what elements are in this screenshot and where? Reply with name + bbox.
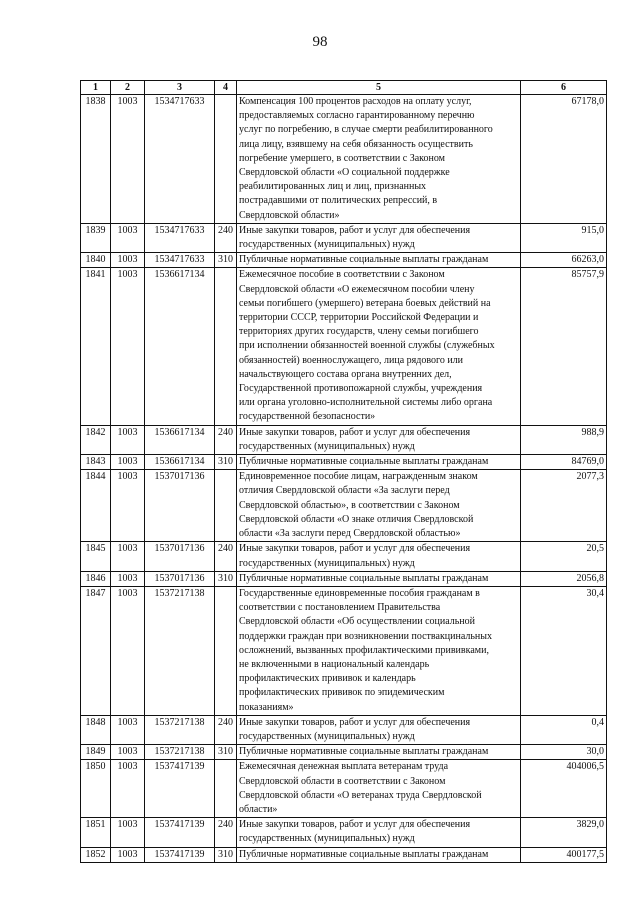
expense-type-code: 240 (215, 223, 237, 252)
description-line: Публичные нормативные социальные выплаты гражданам (239, 746, 489, 758)
description-line: реабилитированных лиц и лиц, признанных (239, 181, 427, 193)
row-number: 1841 (81, 268, 111, 425)
target-article-code: 1537217138 (145, 715, 215, 744)
description-line: государственных (муниципальных) нужд (239, 440, 415, 452)
table-row (81, 586, 607, 715)
description (237, 847, 521, 862)
description (237, 818, 521, 847)
target-article-code: 1536617134 (145, 425, 215, 454)
amount: 67178,0 (521, 95, 607, 224)
description-line: лица лицу, взявшему на себя обязанность осуществить (239, 138, 473, 150)
description-line: государственных (муниципальных) нужд (239, 557, 415, 569)
table-row (81, 455, 607, 470)
row-number: 1847 (81, 586, 111, 715)
expense-type-code (215, 95, 237, 224)
table-row (81, 760, 607, 818)
description-line: погребение умершего, в соответствии с Законом (239, 152, 446, 164)
expense-type-code: 310 (215, 571, 237, 586)
description-line: Свердловской области «О ветеранах труда Свердловской (239, 789, 482, 801)
description-line: Иные закупки товаров, работ и услуг для обеспечения (239, 716, 471, 728)
description (237, 268, 521, 425)
amount: 84769,0 (521, 455, 607, 470)
amount: 2077,3 (521, 470, 607, 542)
table-row (81, 470, 607, 542)
header-col-4: 4 (215, 81, 237, 95)
table-row (81, 847, 607, 862)
amount: 2056,8 (521, 571, 607, 586)
table-row (81, 268, 607, 425)
expense-type-code: 310 (215, 847, 237, 862)
table-row (81, 715, 607, 744)
description-line: семьи погибшего (умершего) ветерана боевых действий на (239, 297, 491, 309)
description-line: отличия Свердловской области «За заслуги перед (239, 485, 450, 497)
expense-type-code: 310 (215, 253, 237, 268)
target-article-code: 1537217138 (145, 586, 215, 715)
description-line: при исполнении обязанностей военной службы (служебных (239, 340, 495, 352)
section-code: 1003 (111, 268, 145, 425)
description (237, 455, 521, 470)
description-line: государственной безопасности» (239, 411, 376, 423)
row-number: 1840 (81, 253, 111, 268)
target-article-code: 1537417139 (145, 760, 215, 818)
section-code: 1003 (111, 470, 145, 542)
section-code: 1003 (111, 223, 145, 252)
section-code: 1003 (111, 253, 145, 268)
table-row (81, 425, 607, 454)
description-line: области» (239, 803, 278, 815)
description-line: предоставляемых согласно гарантированному перечню (239, 110, 475, 122)
row-number: 1850 (81, 760, 111, 818)
description (237, 571, 521, 586)
description-line: поддержки граждан при возникновении поствакцинальных (239, 630, 492, 642)
description-line: Ежемесячное пособие в соответствии с Законом (239, 269, 445, 281)
description-line: Публичные нормативные социальные выплаты гражданам (239, 254, 489, 266)
description-line: Государственные единовременные пособия гражданам в (239, 587, 480, 599)
section-code: 1003 (111, 425, 145, 454)
description (237, 745, 521, 760)
table-row (81, 542, 607, 571)
table-row (81, 745, 607, 760)
description-line: Свердловской области «О социальной поддержке (239, 167, 450, 179)
section-code: 1003 (111, 745, 145, 760)
target-article-code: 1537017136 (145, 470, 215, 542)
description-line: Свердловской области «Об осуществлении социальной (239, 616, 476, 628)
expense-type-code: 240 (215, 542, 237, 571)
description-line: Свердловской области» (239, 209, 340, 221)
description-line: государственных (муниципальных) нужд (239, 239, 415, 251)
target-article-code: 1537217138 (145, 745, 215, 760)
table-row (81, 95, 607, 224)
amount: 30,0 (521, 745, 607, 760)
expense-type-code: 240 (215, 818, 237, 847)
description-line: Ежемесячная денежная выплата ветеранам труда (239, 761, 449, 773)
description-line: пострадавшими от политических репрессий, в (239, 195, 438, 207)
amount: 20,5 (521, 542, 607, 571)
section-code: 1003 (111, 818, 145, 847)
description-line: Свердловской области «О знаке отличия Свердловской (239, 513, 474, 525)
description-line: Иные закупки товаров, работ и услуг для обеспечения (239, 819, 471, 831)
expense-type-code (215, 586, 237, 715)
row-number: 1844 (81, 470, 111, 542)
target-article-code: 1534717633 (145, 223, 215, 252)
description-line: соответствии с постановлением Правительства (239, 602, 441, 614)
section-code: 1003 (111, 95, 145, 224)
amount: 3829,0 (521, 818, 607, 847)
section-code: 1003 (111, 542, 145, 571)
header-col-3: 3 (145, 81, 215, 95)
target-article-code: 1537017136 (145, 571, 215, 586)
description (237, 542, 521, 571)
expense-type-code: 240 (215, 425, 237, 454)
expense-type-code: 310 (215, 455, 237, 470)
expense-type-code (215, 470, 237, 542)
section-code: 1003 (111, 586, 145, 715)
row-number: 1846 (81, 571, 111, 586)
description-line: Иные закупки товаров, работ и услуг для обеспечения (239, 426, 471, 438)
target-article-code: 1536617134 (145, 455, 215, 470)
description (237, 715, 521, 744)
row-number: 1843 (81, 455, 111, 470)
description-line: услуг по погребению, в случае смерти реабилитированного (239, 124, 493, 136)
description (237, 425, 521, 454)
description (237, 760, 521, 818)
target-article-code: 1537417139 (145, 818, 215, 847)
description-line: или органа уголовно-исполнительной системы либо органа (239, 397, 493, 409)
row-number: 1839 (81, 223, 111, 252)
section-code: 1003 (111, 455, 145, 470)
section-code: 1003 (111, 571, 145, 586)
description-line: профилактических прививок и календарь (239, 673, 416, 685)
amount: 30,4 (521, 586, 607, 715)
description-line: Свердловской областью», в соответствии с Законом (239, 499, 460, 511)
amount: 915,0 (521, 223, 607, 252)
row-number: 1842 (81, 425, 111, 454)
description (237, 253, 521, 268)
description-line: области «За заслуги перед Свердловской областью» (239, 528, 461, 540)
budget-table (80, 80, 607, 863)
description-line: Компенсация 100 процентов расходов на оплату услуг, (239, 96, 472, 107)
section-code: 1003 (111, 760, 145, 818)
description-line: государственных (муниципальных) нужд (239, 730, 415, 742)
description-line: Публичные нормативные социальные выплаты гражданам (239, 572, 489, 584)
row-number: 1845 (81, 542, 111, 571)
description-line: Единовременное пособие лицам, награжденным знаком (239, 471, 478, 483)
description-line: начальствующего состава органа внутренних дел, (239, 368, 452, 380)
header-col-5: 5 (237, 81, 521, 95)
target-article-code: 1537417139 (145, 847, 215, 862)
description (237, 586, 521, 715)
row-number: 1851 (81, 818, 111, 847)
section-code: 1003 (111, 847, 145, 862)
description-line: Свердловской области в соответствии с Законом (239, 775, 446, 787)
description-line: обязанностей) военнослужащего, лица рядового или (239, 354, 464, 366)
header-col-1: 1 (81, 81, 111, 95)
description-line: Иные закупки товаров, работ и услуг для обеспечения (239, 224, 471, 236)
description-line: профилактических прививок по эпидемическим (239, 687, 445, 699)
expense-type-code: 240 (215, 715, 237, 744)
table-row (81, 571, 607, 586)
row-number: 1852 (81, 847, 111, 862)
description-line: не включенными в национальный календарь (239, 658, 430, 670)
description-line: Иные закупки товаров, работ и услуг для обеспечения (239, 543, 471, 555)
expense-type-code: 310 (215, 745, 237, 760)
row-number: 1838 (81, 95, 111, 224)
row-number: 1848 (81, 715, 111, 744)
description-line: показаниям» (239, 701, 294, 713)
description-line: Публичные нормативные социальные выплаты гражданам (239, 456, 489, 468)
amount: 66263,0 (521, 253, 607, 268)
amount: 400177,5 (521, 847, 607, 862)
expense-type-code (215, 268, 237, 425)
amount: 404006,5 (521, 760, 607, 818)
section-code: 1003 (111, 715, 145, 744)
description (237, 95, 521, 224)
amount: 85757,9 (521, 268, 607, 425)
page-number: 98 (312, 34, 328, 50)
table-row (81, 818, 607, 847)
table-header-row (81, 81, 607, 95)
description-line: территории СССР, территории Российской Федерации и (239, 312, 479, 324)
amount: 988,9 (521, 425, 607, 454)
description-line: территориях других государств, члену семьи погибшего (239, 326, 479, 338)
row-number: 1849 (81, 745, 111, 760)
description-line: государственных (муниципальных) нужд (239, 833, 415, 845)
target-article-code: 1536617134 (145, 268, 215, 425)
expense-type-code (215, 760, 237, 818)
header-col-2: 2 (111, 81, 145, 95)
description-line: Свердловской области «О ежемесячном пособии члену (239, 283, 475, 295)
description (237, 470, 521, 542)
target-article-code: 1537017136 (145, 542, 215, 571)
table-row (81, 223, 607, 252)
description-line: Публичные нормативные социальные выплаты гражданам (239, 848, 489, 860)
description (237, 223, 521, 252)
table-row (81, 253, 607, 268)
amount: 0,4 (521, 715, 607, 744)
description-line: осложнений, вызванных профилактическими прививками, (239, 644, 489, 656)
header-col-6: 6 (521, 81, 607, 95)
target-article-code: 1534717633 (145, 95, 215, 224)
description-line: Государственной противопожарной службы, учреждения (239, 383, 483, 395)
target-article-code: 1534717633 (145, 253, 215, 268)
